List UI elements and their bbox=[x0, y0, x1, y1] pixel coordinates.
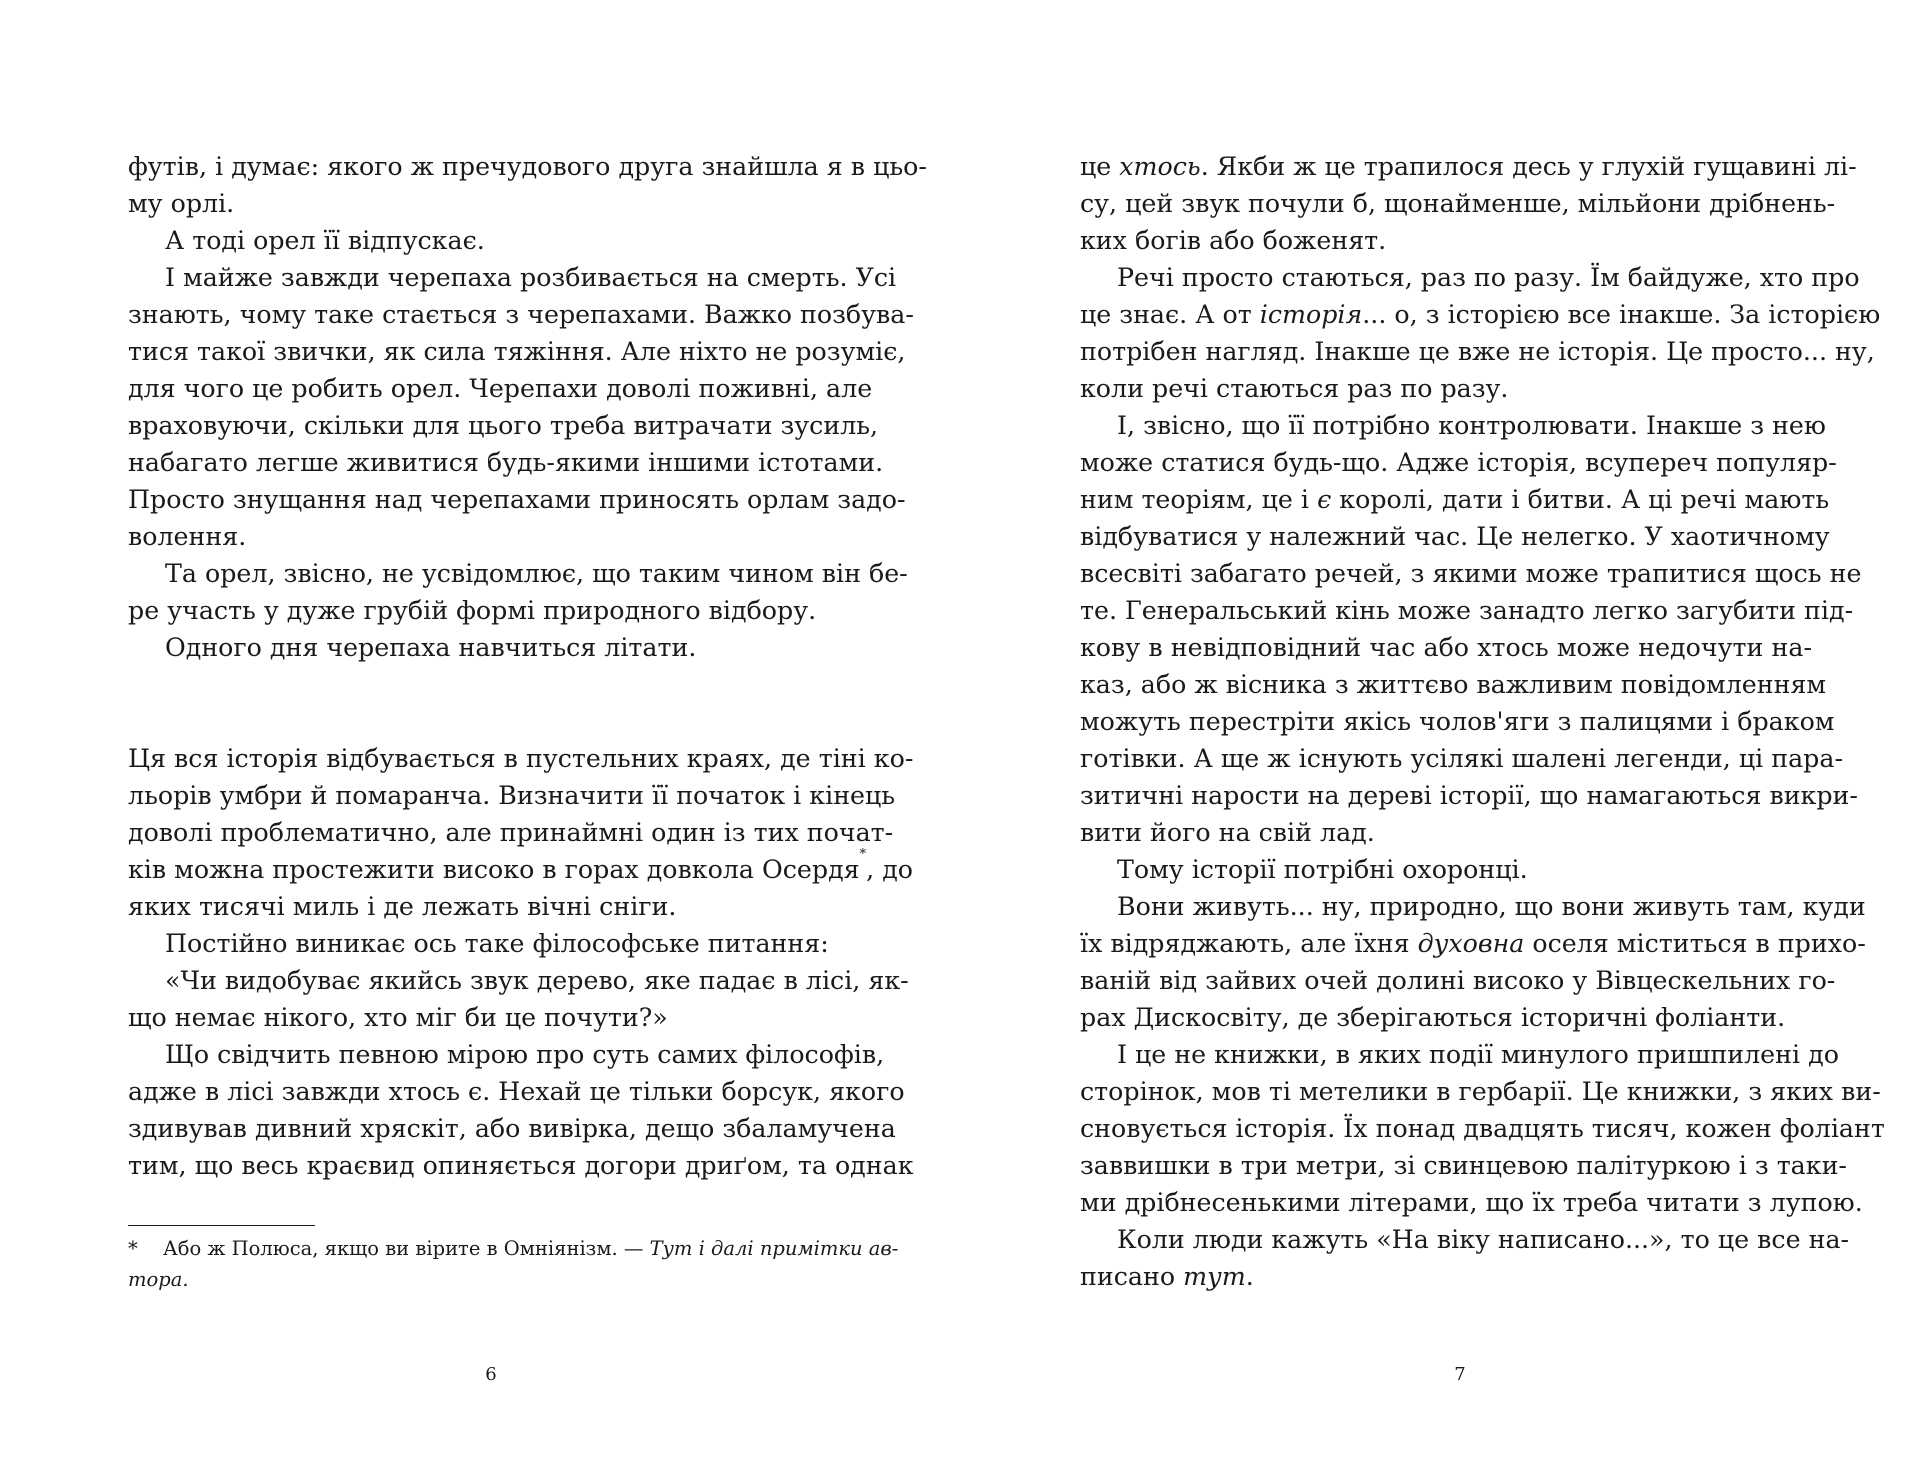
text-line bbox=[128, 847, 913, 888]
text-line: каз, або ж вісника з життєво важливим повідомленням bbox=[1080, 670, 1827, 699]
text-line: ваній від зайвих очей долині високо у Вівцескельних го- bbox=[1080, 966, 1836, 995]
text-line: тим, що весь краєвид опиняється догори дриґом, та однак bbox=[128, 1151, 914, 1180]
text-line: сторінок, мов ті метелики в гербарії. Це книжки, з яких ви- bbox=[1080, 1077, 1881, 1106]
text-line: І, звісно, що її потрібно контролювати. Інакше з нею bbox=[1117, 411, 1826, 440]
text-span: ... о, з історією все інакше. За історією bbox=[1362, 300, 1881, 329]
footnote bbox=[128, 1233, 899, 1295]
page-number: 7 bbox=[1454, 1364, 1466, 1385]
text-span: це знає. А от bbox=[1080, 300, 1260, 329]
text-line: відбуватися у належний час. Це нелегко. У хаотичному bbox=[1080, 522, 1830, 551]
text-line: коли речі стаються раз по разу. bbox=[1080, 374, 1509, 403]
italic-word: тут bbox=[1183, 1262, 1246, 1291]
text-line: Речі просто стаються, раз по разу. Їм байдуже, хто про bbox=[1117, 263, 1860, 292]
italic-word: хтось bbox=[1119, 152, 1201, 181]
text-line: зитичні нарости на дереві історії, що намагаються викри- bbox=[1080, 781, 1858, 810]
right-page bbox=[960, 0, 1920, 1477]
text-line: доволі проблематично, але принаймні один із тих почат- bbox=[128, 818, 894, 847]
italic-word: історія bbox=[1259, 300, 1363, 329]
text-line: футів, і думає: якого ж пречудового друга знайшла я в цьо- bbox=[128, 152, 927, 181]
text-line bbox=[1080, 481, 1830, 518]
text-line: те. Генеральський кінь може занадто легко загубити під- bbox=[1080, 596, 1854, 625]
footnote-italic: тора. bbox=[128, 1268, 189, 1291]
text-line: знають, чому таке стається з черепахами. Важко позбува- bbox=[128, 300, 914, 329]
footnote-divider bbox=[128, 1225, 315, 1226]
text-line: може статися будь-що. Адже історія, всупереч популяр- bbox=[1080, 448, 1837, 477]
text-line: су, цей звук почули б, щонайменше, мільйони дрібнень- bbox=[1080, 189, 1836, 218]
text-line: Та орел, звісно, не усвідомлює, що таким чином він бе- bbox=[165, 559, 908, 588]
text-line bbox=[1080, 1258, 1812, 1295]
text-span: , до bbox=[866, 855, 913, 884]
text-line: ре участь у дуже грубій формі природного відбору. bbox=[128, 596, 817, 625]
text-line: Вони живуть... ну, природно, що вони живуть там, куди bbox=[1117, 892, 1866, 921]
text-span: ків можна простежити високо в горах довкола Осердя bbox=[128, 855, 860, 884]
text-line: здивував дивний хряскіт, або вивірка, дещо збаламучена bbox=[128, 1114, 896, 1143]
footnote-line bbox=[128, 1264, 860, 1295]
text-line: всесвіті забагато речей, з якими може трапитися щось не bbox=[1080, 559, 1862, 588]
text-line: Постійно виникає ось таке філософське питання: bbox=[165, 929, 829, 958]
text-span: королі, дати і битви. А ці речі мають bbox=[1331, 485, 1830, 514]
text-line: льорів умбри й помаранча. Визначити її початок і кінець bbox=[128, 781, 896, 810]
text-line: що немає нікого, хто міг би це почути?» bbox=[128, 1003, 668, 1032]
text-line bbox=[1080, 296, 1881, 333]
text-span: оселя міститься в прихо- bbox=[1524, 929, 1866, 958]
footnote-text: Або ж Полюса, якщо ви вірите в Омніянізм. — bbox=[163, 1237, 650, 1260]
text-line: адже в лісі завжди хтось є. Нехай це тільки борсук, якого bbox=[128, 1077, 905, 1106]
text-line: враховуючи, скільки для цього треба витрачати зусиль, bbox=[128, 411, 879, 440]
text-line: вити його на свій лад. bbox=[1080, 818, 1375, 847]
text-line: ми дрібнесенькими літерами, що їх треба читати з лупою. bbox=[1080, 1188, 1863, 1217]
footnote-marker[interactable]: * bbox=[859, 847, 867, 862]
footnote-mark: * bbox=[128, 1237, 138, 1260]
italic-word: є bbox=[1317, 485, 1332, 514]
text-line: му орлі. bbox=[128, 189, 235, 218]
footnote-line bbox=[128, 1233, 899, 1264]
text-line: яких тисячі миль і де лежать вічні сніги. bbox=[128, 892, 677, 921]
text-line bbox=[1080, 148, 1857, 185]
left-text-section-1 bbox=[128, 148, 927, 666]
text-line: ких богів або боженят. bbox=[1080, 226, 1387, 255]
text-line: А тоді орел її відпускає. bbox=[165, 226, 485, 255]
page-number: 6 bbox=[485, 1364, 497, 1385]
text-line: Одного дня черепаха навчиться літати. bbox=[165, 633, 697, 662]
footnote-italic: Тут і далі примітки ав- bbox=[649, 1237, 899, 1260]
text-line: можуть перестріти якісь чолов'яги з палицями і браком bbox=[1080, 707, 1835, 736]
text-line: Ця вся історія відбувається в пустельних краях, де тіні ко- bbox=[128, 744, 914, 773]
text-line: І це не книжки, в яких події минулого пришпилені до bbox=[1117, 1040, 1839, 1069]
text-span: ним теоріям, це і bbox=[1080, 485, 1318, 514]
text-span: це bbox=[1080, 152, 1120, 181]
text-span: . Якби ж це трапилося десь у глухій гущавині лі- bbox=[1200, 152, 1857, 181]
text-line: «Чи видобуває якийсь звук дерево, яке падає в лісі, як- bbox=[165, 966, 909, 995]
text-span: їх відряджають, але їхня bbox=[1080, 929, 1418, 958]
text-line: потрібен нагляд. Інакше це вже не історія. Це просто... ну, bbox=[1080, 337, 1875, 366]
text-line: Що свідчить певною мірою про суть самих філософів, bbox=[165, 1040, 885, 1069]
text-line bbox=[1080, 925, 1866, 962]
text-line: І майже завжди черепаха розбивається на смерть. Усі bbox=[165, 263, 897, 292]
text-line: рах Дискосвіту, де зберігаються історичні фоліанти. bbox=[1080, 1003, 1786, 1032]
text-line: Тому історії потрібні охоронці. bbox=[1117, 855, 1528, 884]
text-line: волення. bbox=[128, 522, 247, 551]
text-line: тися такої звички, як сила тяжіння. Але ніхто не розуміє, bbox=[128, 337, 906, 366]
text-line: набагато легше живитися будь-якими іншими істотами. bbox=[128, 448, 884, 477]
text-line: кову в невідповідний час або хтось може недочути на- bbox=[1080, 633, 1812, 662]
left-text-section-2 bbox=[128, 740, 914, 1184]
text-span: писано bbox=[1080, 1262, 1184, 1291]
text-line: готівки. А ще ж існують усілякі шалені легенди, ці пара- bbox=[1080, 744, 1843, 773]
text-line: сновується історія. Їх понад двадцять тисяч, кожен фоліант bbox=[1080, 1114, 1885, 1143]
text-line: Коли люди кажуть «На віку написано...», то це все на- bbox=[1117, 1225, 1850, 1254]
right-text bbox=[1080, 148, 1885, 1295]
text-span: . bbox=[1245, 1262, 1254, 1291]
text-line: для чого це робить орел. Черепахи доволі поживні, але bbox=[128, 374, 873, 403]
italic-word: духовна bbox=[1417, 929, 1525, 958]
text-line: заввишки в три метри, зі свинцевою палітуркою і з таки- bbox=[1080, 1151, 1847, 1180]
text-line: Просто знущання над черепахами приносять орлам задо- bbox=[128, 485, 906, 514]
